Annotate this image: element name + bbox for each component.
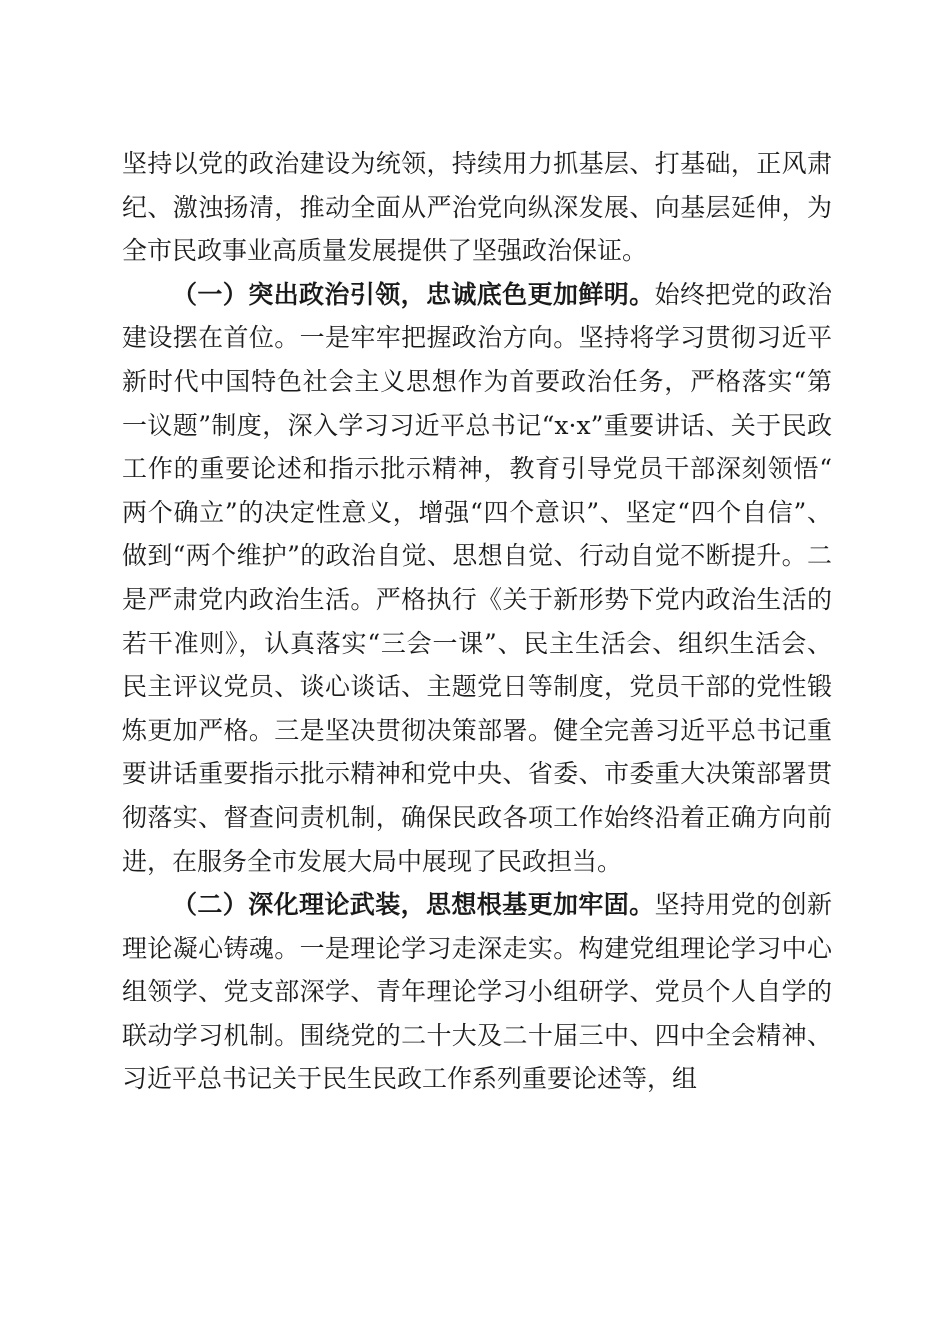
section-1-body: 始终把党的政治建设摆在首位。一是牢牢把握政治方向。坚持将学习贯彻习近平新时代中国特色社会主义思想作为首要政治任务，严格落实“第一议题”制度，深入学习习近平总书记“x·x”重要讲话、关于民政工作的重要论述和指示批示精神，教育引导党员干部深刻领悟“两个确立”的决定性意义，增强“四个意识”、坚定“四个自信”、做到“两个维护”的政治自觉、思想自觉、行动自觉不断提升。二是严肃党内政治生活。严格执行《关于新形势下党内政治生活的若干准则》，认真落实“三会一课”、民主生活会、组织生活会、民主评议党员、谈心谈话、主题党日等制度，党员干部的党性锻炼更加严格。三是坚决贯彻决策部署。健全完善习近平总书记重要讲话重要指示批示精神和党中央、省委、市委重大决策部署贯彻落实、督查问责机制，确保民政各项工作始终沿着正确方向前进，在服务全市发展大局中展现了民政担当。 [122, 279, 832, 876]
section-2-heading: （二）深化理论武装，思想根基更加牢固。 [172, 890, 655, 920]
document-body [122, 142, 832, 1101]
paragraph-intro-body: 坚持以党的政治建设为统领，持续用力抓基层、打基础，正风肃纪、激浊扬清，推动全面从严治党向纵深发展、向基层延伸，为全市民政事业高质量发展提供了坚强政治保证。 [122, 149, 832, 266]
paragraph-section-1 [122, 273, 832, 883]
section-1-heading: （一）突出政治引领，忠诚底色更加鲜明。 [172, 279, 655, 309]
section-2-body: 坚持用党的创新理论凝心铸魂。一是理论学习走深走实。构建党组理论学习中心组领学、党支部深学、青年理论学习小组研学、党员个人自学的联动学习机制。围绕党的二十大及二十届三中、四中全会精神、习近平总书记关于民生民政工作系列重要论述等，组 [122, 890, 832, 1094]
paragraph-intro [122, 142, 832, 273]
paragraph-section-2 [122, 883, 832, 1101]
